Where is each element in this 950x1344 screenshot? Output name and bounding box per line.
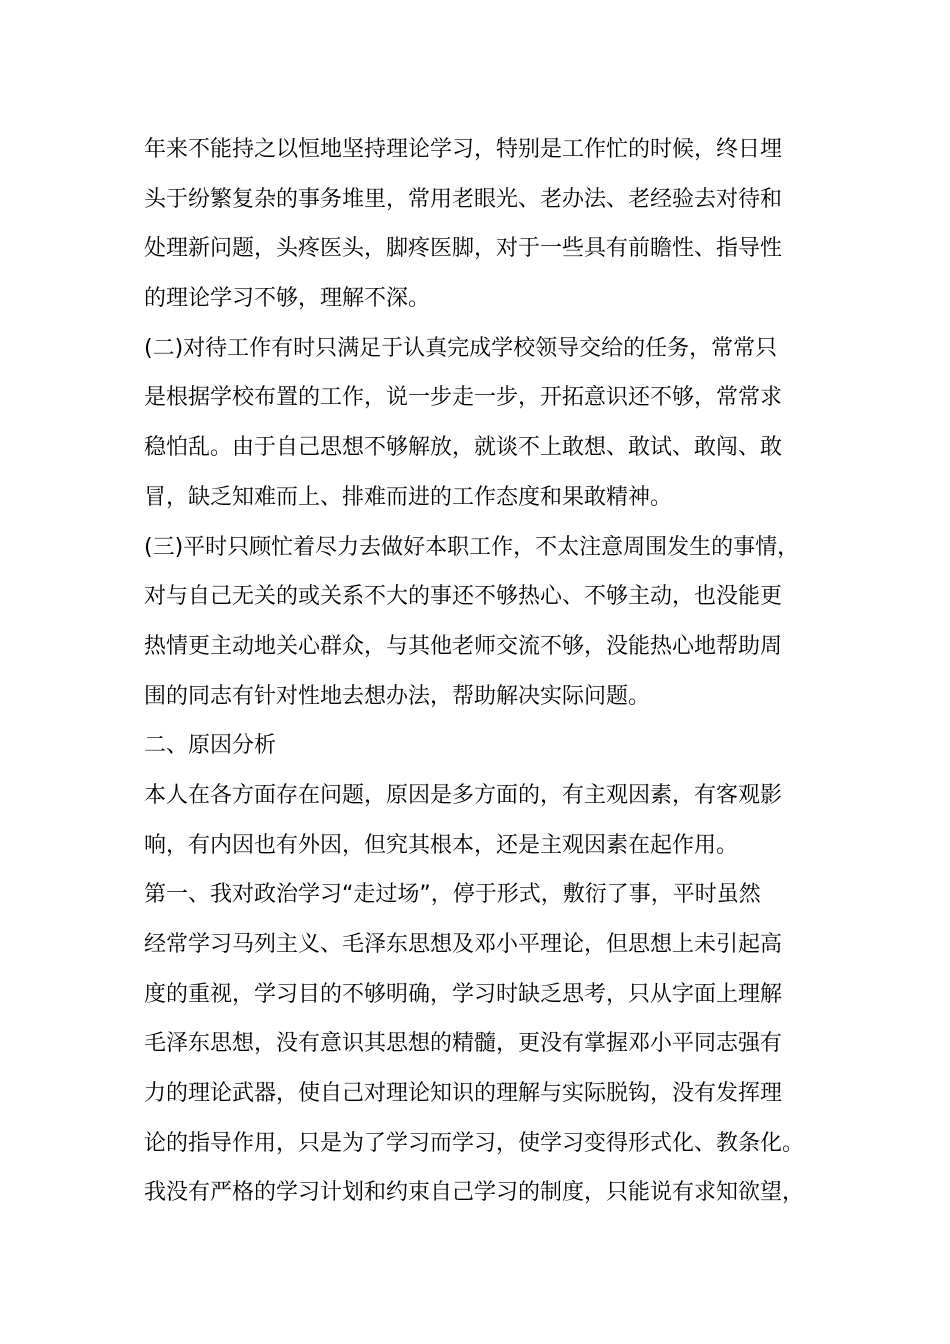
text-line-16: 第一、我对政治学习“走过场”，停于形式，敷衍了事，平时虽然 [144, 882, 761, 908]
text-line-15: 响，有内因也有外因，但究其根本，还是主观因素在起作用。 [144, 832, 739, 858]
text-line-11: 热情更主动地关心群众，与其他老师交流不够，没能热心地帮助周 [144, 633, 783, 659]
text-line-1: 年来不能持之以恒地坚持理论学习，特别是工作忙的时候，终日埋 [144, 137, 783, 162]
text-line-17: 经常学习马列主义、毛泽东思想及邓小平理论，但思想上未引起高 [144, 932, 783, 957]
text-line-4: 的理论学习不够，理解不深。 [144, 286, 431, 312]
text-line-6: 是根据学校布置的工作，说一步走一步，开拓意识还不够，常常求 [144, 385, 783, 411]
text-line-18: 度的重视，学习目的不够明确，学习时缺乏思考，只从字面上理解 [144, 981, 783, 1007]
text-line-5: (二)对待工作有时只满足于认真完成学校领导交给的任务，常常只 [144, 335, 778, 361]
text-line-19: 毛泽东思想，没有意识其思想的精髓，更没有掌握邓小平同志强有 [144, 1031, 783, 1057]
text-line-8: 冒，缺乏知难而上、排难而进的工作态度和果敢精神。 [144, 484, 673, 510]
section-heading: 二、原因分析 [144, 733, 277, 759]
text-line-7: 稳怕乱。由于自己思想不够解放，就谈不上敢想、敢试、敢闯、敢 [144, 435, 783, 461]
text-line-22: 我没有严格的学习计划和约束自己学习的制度，只能说有求知欲望， [144, 1180, 805, 1206]
text-line-10: 对与自己无关的或关系不大的事还不够热心、不够主动，也没能更 [144, 584, 783, 610]
document-body [144, 125, 820, 1218]
text-line-20: 力的理论武器，使自己对理论知识的理解与实际脱钩，没有发挥理 [144, 1081, 783, 1107]
text-line-12: 围的同志有针对性地去想办法，帮助解决实际问题。 [144, 683, 651, 709]
text-line-9: (三)平时只顾忙着尽力去做好本职工作，不太注意周围发生的事情， [144, 534, 800, 560]
text-line-2: 头于纷繁复杂的事务堆里，常用老眼光、老办法、老经验去对待和 [144, 186, 783, 212]
text-line-21: 论的指导作用，只是为了学习而学习，使学习变得形式化、教条化。 [144, 1130, 805, 1156]
text-line-3: 处理新问题，头疼医头，脚疼医脚，对于一些具有前瞻性、指导性 [144, 236, 783, 262]
text-line-14: 本人在各方面存在问题，原因是多方面的，有主观因素，有客观影 [144, 782, 783, 808]
